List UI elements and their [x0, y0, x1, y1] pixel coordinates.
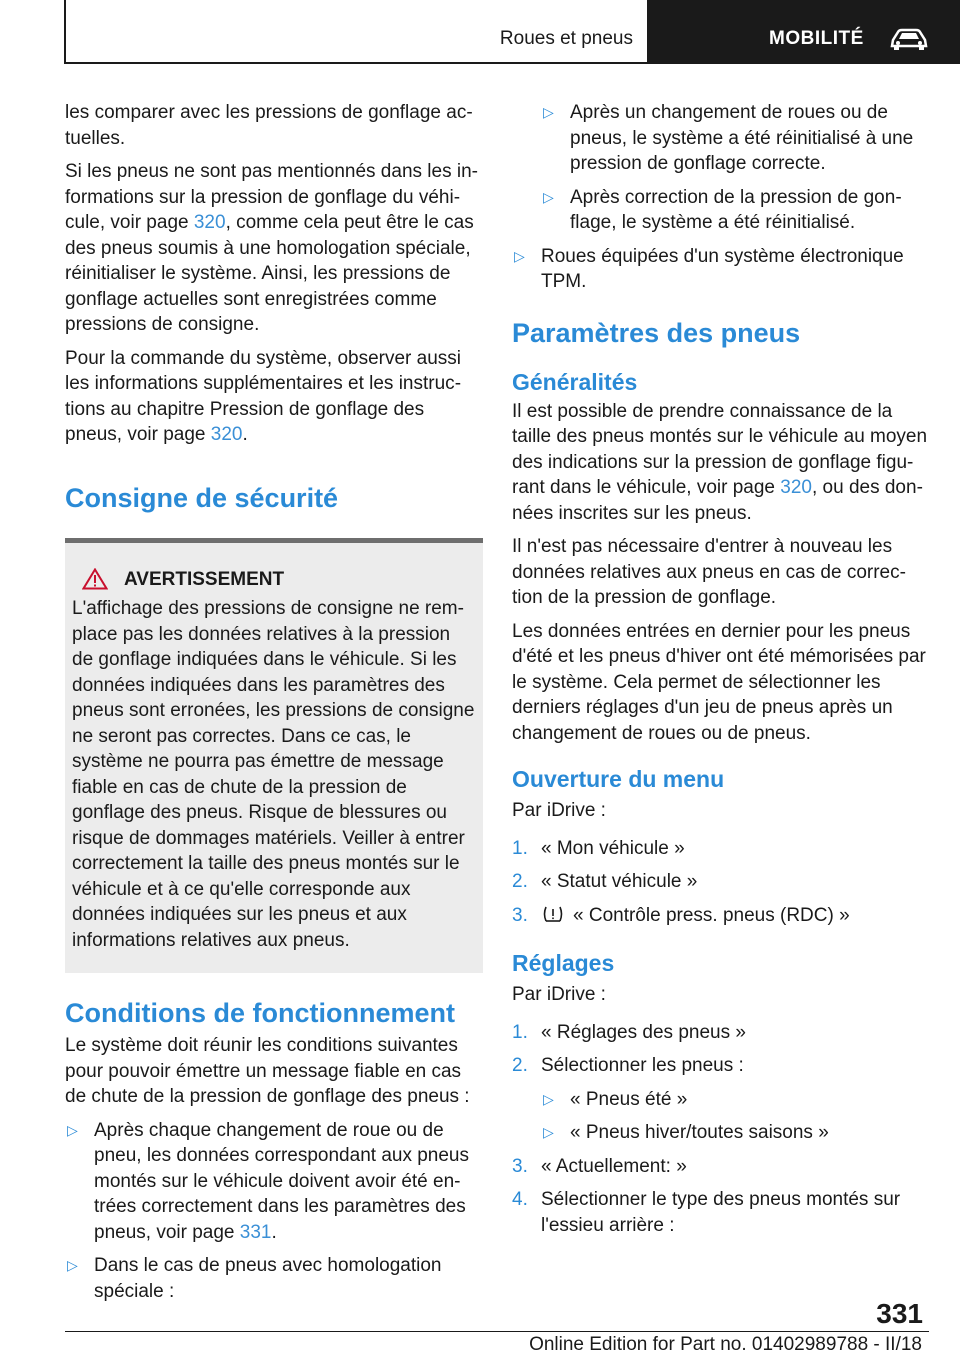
list-item: 1. « Mon véhicule » [512, 837, 685, 859]
heading-safety: Consigne de sécurité [65, 482, 339, 513]
triangle-bullet-icon: ▷ [543, 104, 554, 120]
list-item: ▷ « Pneus été » [541, 1087, 930, 1113]
car-icon [889, 28, 929, 50]
header-section-title: Roues et pneus [499, 28, 633, 49]
page-link[interactable]: 331 [239, 1221, 272, 1243]
triangle-bullet-icon: ▷ [67, 1121, 78, 1138]
list-item: 3. « Contrôle press. pneus (RDC) » [512, 904, 850, 926]
tire-type-sublist [541, 1087, 930, 1146]
heading-conditions: Conditions de fonctionnement [65, 998, 455, 1028]
paragraph: Les données entrées en dernier pour les pneus d'été et les pneus d'hiver ont été mémorisées par le système. Cela permet de sélectionner les derniers réglages d'un jeu de pneus après un changement de roues ou de pneus. [512, 620, 926, 744]
heading-general: Généralités [512, 368, 638, 395]
edition-note: Online Edition for Part no. 01402989788 - II/18 [529, 1334, 922, 1355]
list-item: ▷ Après chaque changement de roue ou de pneu, les données correspondant aux pneus montés sur le véhicule doivent avoir été entrées correctement dans les paramètres des pneus, voir page 331. [67, 1119, 469, 1243]
warning-title: AVERTISSEMENT [72, 567, 475, 593]
header-chapter-box [649, 0, 960, 64]
header-section-box [64, 0, 649, 64]
conditions-list-continued [512, 244, 930, 295]
list-item: 2. « Statut véhicule » [512, 871, 698, 892]
page-number: 331 [876, 1298, 923, 1329]
paragraph: Si les pneus ne sont pas mentionnés dans les informations sur la pression de gonflage du véhicule, voir page 320, comme cela peut être le cas des pneus soumis à une homologation spéciale, réinitialiser le système. Ainsi, les pressions de gonflage actuelles sont enregistrées comme pressions de consigne. [65, 161, 478, 335]
list-item: ▷ Roues équipées d'un système électronique TPM. [514, 245, 904, 292]
paragraph: Le système doit réunir les conditions suivantes pour pouvoir émettre un message fiable en cas de chute de la pression de gonflage des pneus : [65, 1035, 470, 1107]
heading-settings: Réglages [512, 950, 615, 976]
paragraph: les comparer avec les pressions de gonflage actuelles. [65, 102, 473, 149]
list-item: 3. « Actuellement: » [512, 1155, 687, 1177]
conditions-sublist [512, 100, 930, 236]
triangle-bullet-icon: ▷ [67, 1257, 78, 1273]
footer-divider [65, 1331, 929, 1332]
right-column [512, 100, 930, 1246]
list-item: 4. Sélectionner le type des pneus montés sur l'essieu arrière : [512, 1189, 901, 1236]
header-chapter-title: MOBILITÉ [769, 28, 864, 49]
list-item: ▷ Dans le cas de pneus avec homologation spéciale : [67, 1255, 442, 1302]
conditions-list [65, 1118, 483, 1305]
paragraph: Pour la commande du système, observer aussi les informations supplémentaires et les instructions au chapitre Pression de gonflage des pneus, voir page 320. [65, 347, 462, 445]
left-column [65, 100, 483, 1312]
warning-text: L'affichage des pressions de consigne ne remplace pas les données relatives à la pression de gonflage indiquées dans le véhicule. Si les données indiquées dans les paramètres des pneus sont erronées, les pressions de consigne ne seront pas correctes. Dans ce cas, le système ne pourra pas émettre de message fiable en cas de chute de la pression de gonflage des pneus. Risque de blessures ou risque de dommages matériels. Veiller à entrer correctement la taille des pneus montés sur le véhicule et à ce qu'elle corresponde aux données indiquées sur les pneus et aux informations relatives aux pneus. [72, 598, 475, 951]
settings-steps [512, 1020, 930, 1239]
paragraph: Par iDrive : [512, 984, 606, 1005]
warning-box [65, 538, 483, 974]
list-item: ▷ Après correction de la pression de gonflage, le système a été réinitialisé. [543, 186, 902, 233]
list-item: 2. Sélectionner les pneus : ▷ « Pneus été » ▷ « Pneus hiver/toutes saisons » [512, 1053, 930, 1146]
tire-pressure-icon [541, 904, 565, 924]
heading-tire-params: Paramètres des pneus [512, 317, 801, 348]
list-item: ▷ « Pneus hiver/toutes saisons » [541, 1120, 930, 1146]
page-link[interactable]: 320 [193, 212, 226, 233]
triangle-bullet-icon: ▷ [543, 1090, 554, 1107]
heading-open-menu: Ouverture du menu [512, 766, 725, 792]
paragraph: Il n'est pas nécessaire d'entrer à nouveau les données relatives aux pneus en cas de correction de la pression de gonflage. [512, 536, 906, 608]
triangle-bullet-icon: ▷ [543, 188, 554, 205]
page-link[interactable]: 320 [780, 477, 812, 498]
warning-triangle-icon [82, 568, 108, 590]
triangle-bullet-icon: ▷ [514, 247, 525, 264]
page-link[interactable]: 320 [210, 424, 243, 445]
list-item: 1. « Réglages des pneus » [512, 1021, 746, 1043]
triangle-bullet-icon: ▷ [543, 1124, 554, 1140]
paragraph: Par iDrive : [512, 800, 606, 821]
list-item: ▷ Après un changement de roues ou de pneus, le système a été réinitialisé à une pression de gonflage correcte. [543, 102, 914, 174]
menu-steps [512, 836, 930, 929]
paragraph: Il est possible de prendre connaissance de la taille des pneus montés sur le véhicule au moyen des indications sur la pression de gonflage figurant dans le véhicule, voir page 320, ou des données inscrites sur les pneus. [512, 400, 928, 524]
